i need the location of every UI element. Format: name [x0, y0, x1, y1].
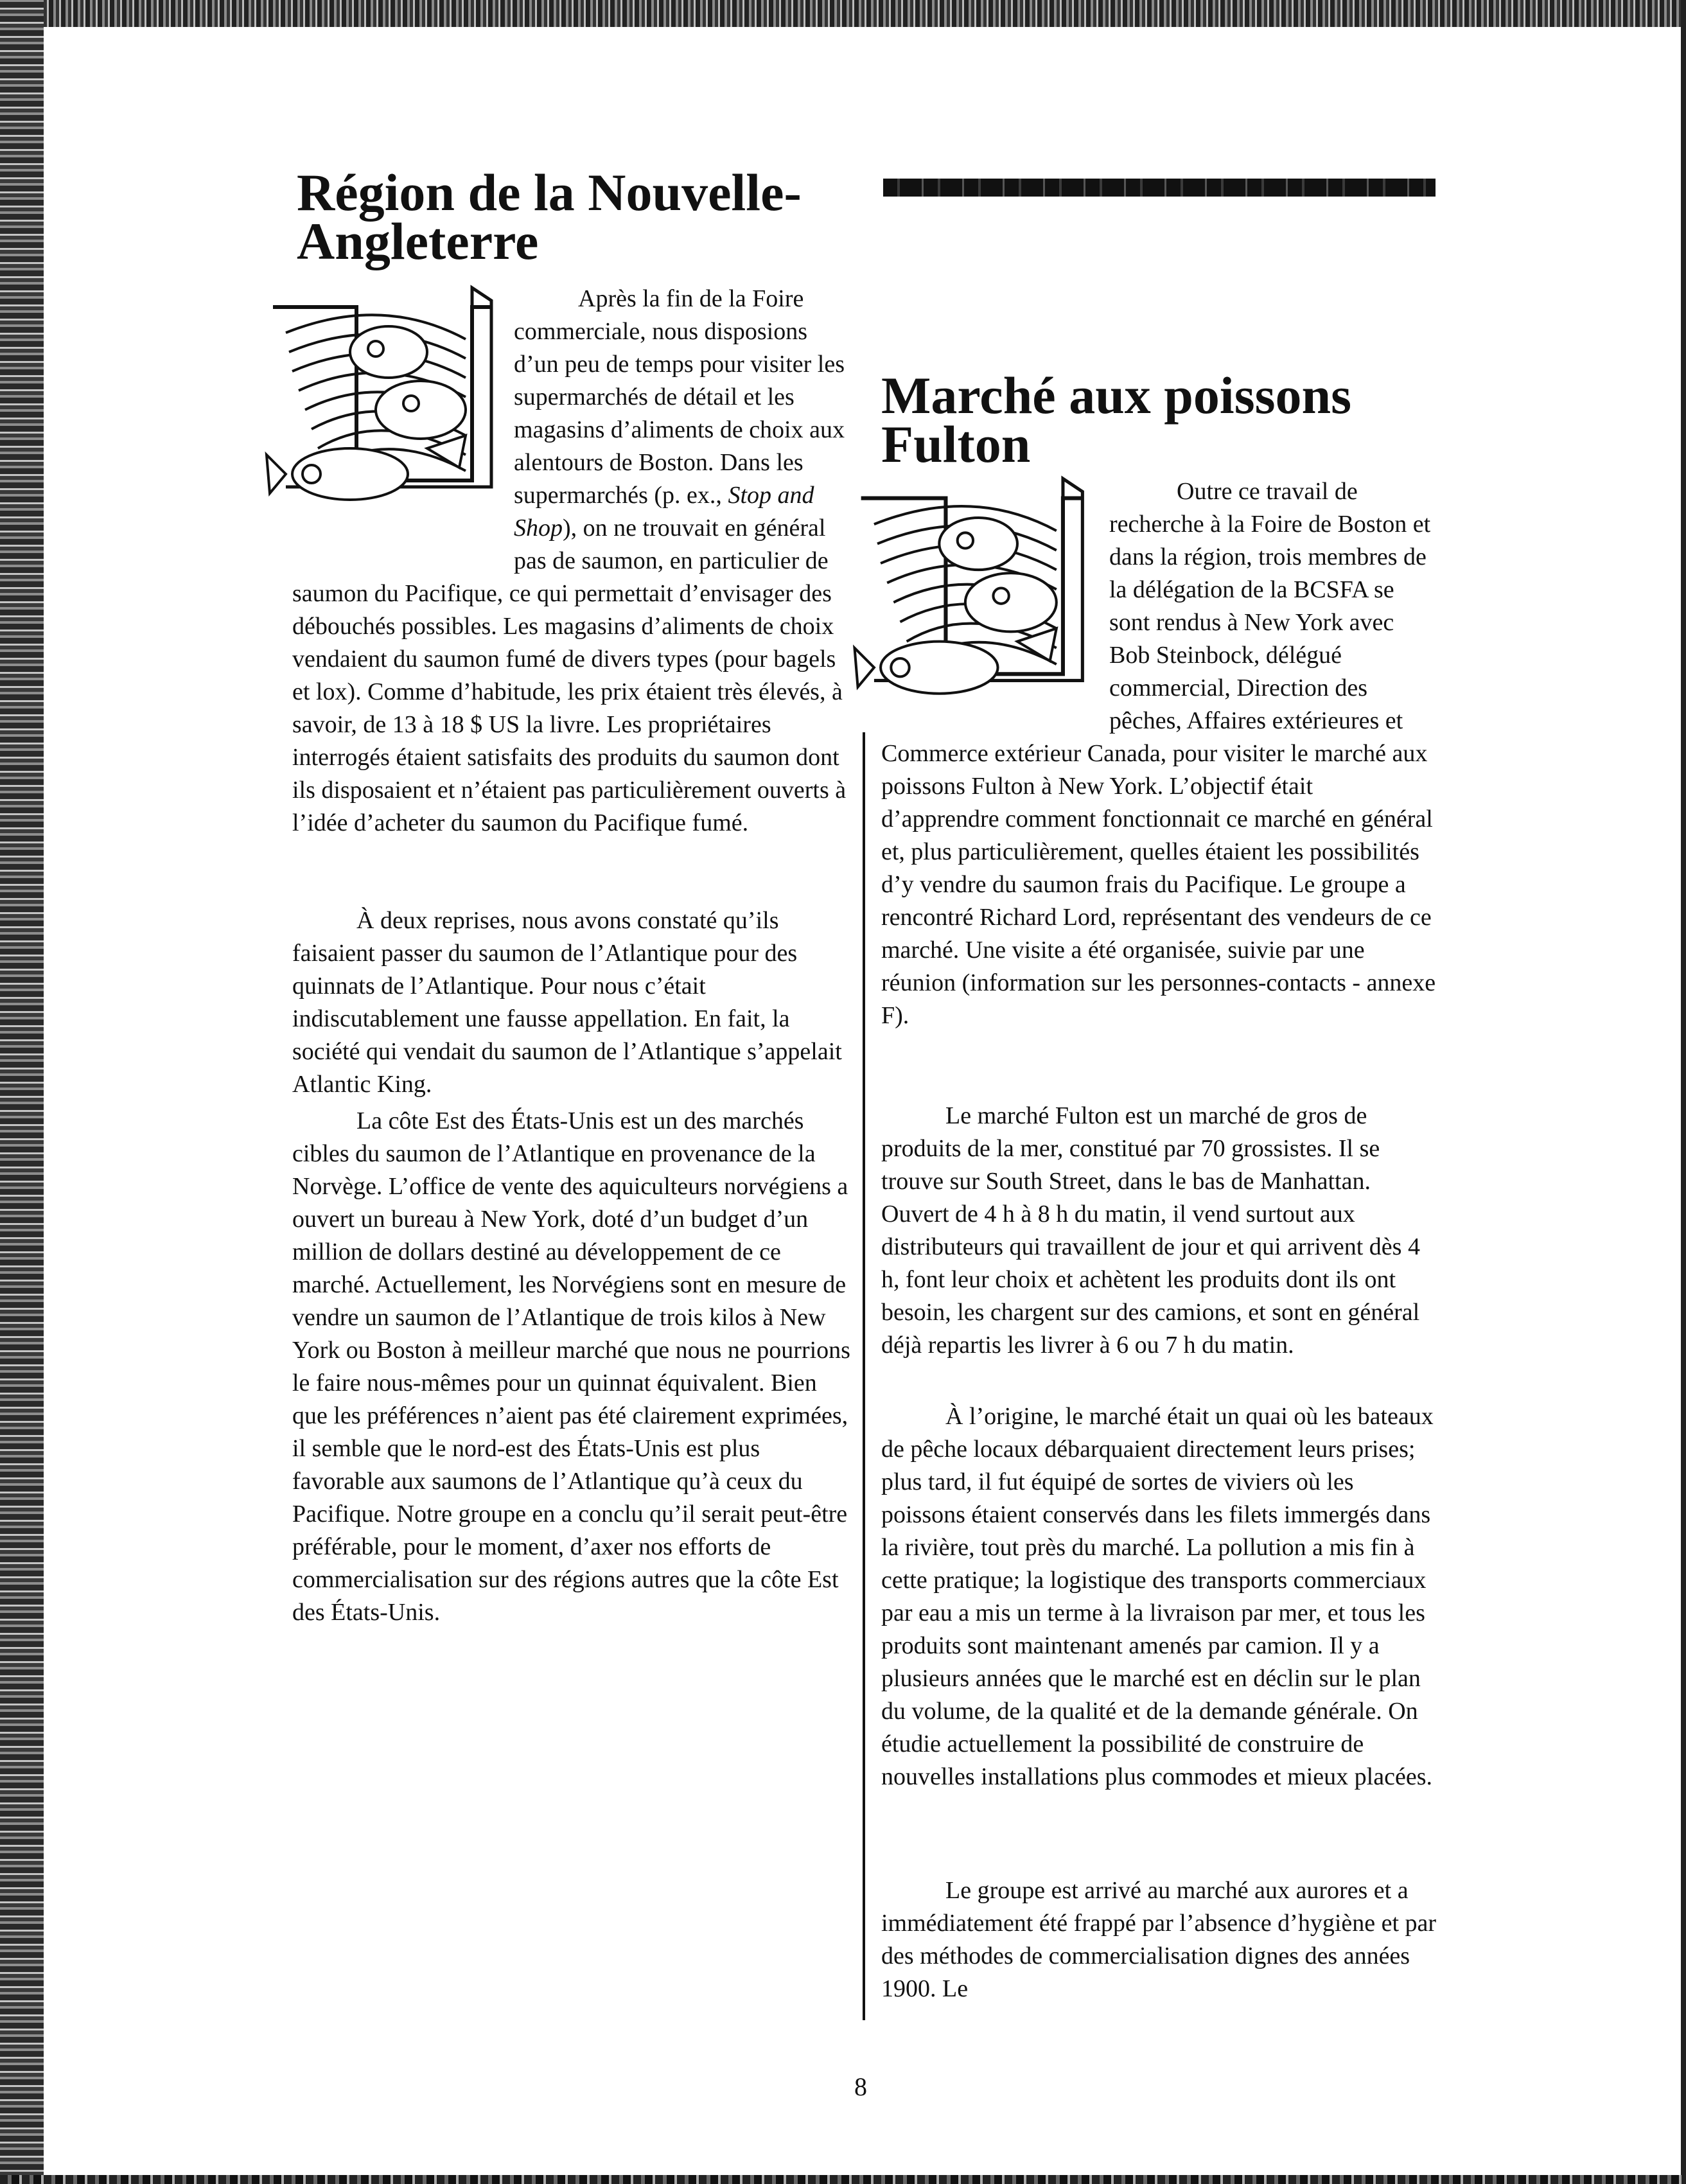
scan-border-bottom: [0, 2175, 1686, 2184]
page-number: 8: [854, 2072, 867, 2101]
section-title-marche-fulton: Marché aux poissons Fulton: [881, 366, 1352, 473]
scan-border-right: [1681, 0, 1686, 2184]
paragraph-left-3: La côte Est des États-Unis est un des marchés cibles du saumon de l’Atlantique en provenance de la Norvège. L’office de vente des aquiculteurs norvégiens a ouvert un bureau à New York, doté d’un budget d’un million de dollars destiné au développement de ce marché. Actuellement, les Norvégiens sont en mesure de vendre un saumon de l’Atlantique de trois kilos à New York ou Boston à meilleur marché que nous ne pourrions le faire nous-mêmes pour un quinnat équivalent. Bien que les préférences n’aient pas été clairement exprimées, il semble que le nord-est des États-Unis est plus favorable aux saumons de l’Atlantique qu’à ceux du Pacifique. Notre groupe en a conclu qu’il serait peut-être préférable, pour le moment, d’axer nos efforts de commercialisation sur des régions autres que la côte Est des États-Unis.: [292, 1107, 850, 1626]
scan-border-left: [0, 0, 44, 2184]
column-divider: [863, 732, 865, 2020]
paragraph-right-4: Le groupe est arrivé au marché aux aurores et a immédiatement été frappé par l’absence d’hygiène et par des méthodes de commercialisation dignes des années 1900. Le: [881, 1877, 1437, 2002]
scan-border-top: [0, 0, 1686, 27]
paragraph-right-3: À l’origine, le marché était un quai où les bateaux de pêche locaux débarquaient directement leurs prises; plus tard, il fut équipé de sortes de viviers où les poissons étaient conservés dans les filets immergés dans la rivière, tout près du marché. La pollution a mis fin à cette pratique; la logistique des transports commerciaux par eau a mis un terme à la livraison par mer, et tous les produits sont maintenant amenés par camion. Il y a plusieurs années que le marché est en déclin sur le plan du volume, de la qualité et de la demande générale. On étudie actuellement la possibilité de construire de nouvelles installations plus commodes et mieux placées.: [881, 1403, 1434, 1790]
paragraph-right-2: Le marché Fulton est un marché de gros de produits de la mer, constitué par 70 grossistes. Il se trouve sur South Street, dans le bas de Manhattan. Ouvert de 4 h à 8 h du matin, il vend surtout aux distributeurs qui travaillent de jour et qui arrivent dès 4 h, font leur choix et achètent les produits dont ils ont besoin, les chargent sur des camions, et sont en général déjà repartis les livrer à 6 ou 7 h du matin.: [881, 1102, 1420, 1359]
section-title-nouvelle-angleterre: Région de la Nouvelle-Angleterre: [297, 163, 802, 270]
paragraph-left-2: À deux reprises, nous avons constaté qu’ils faisaient passer du saumon de l’Atlantique pour des quinnats de l’Atlantique. Pour nous c’était indiscutablement une fausse appellation. En fait, la société qui vendait du saumon de l’Atlantique s’appelait Atlantic King.: [292, 907, 842, 1098]
decorative-rule: [883, 179, 1436, 197]
paragraph-left-1: Après la fin de la Foire commerciale, nous disposions d’un peu de temps pour visiter les supermarchés de détail et les magasins d’aliments de choix aux alentours de Boston. Dans les supermarchés (p. ex., Stop and Shop), on ne trouvait en général pas de saumon, en particulier de saumon du Pacifique, ce qui permettait d’envisager des débouchés possibles. Les magasins d’aliments de choix vendaient du saumon fumé de divers types (pour bagels et lox). Comme d’habitude, les prix étaient très élevés, à savoir, de 13 à 18 $ US la livre. Les propriétaires interrogés étaient satisfaits des produits du saumon dont ils disposaient et n’étaient pas particulièrement ouverts à l’idée d’acheter du saumon du Pacifique fumé.: [292, 285, 847, 836]
paragraph-right-1: Outre ce travail de recherche à la Foire de Boston et dans la région, trois membres de la délégation de la BCSFA se sont rendus à New York avec Bob Steinbock, délégué commercial, Direction des pêches, Affaires extérieures et Commerce extérieur Canada, pour visiter le marché aux poissons Fulton à New York. L’objectif était d’apprendre comment fonctionnait ce marché en général et, plus particulièrement, quelles étaient les possibilités d’y vendre du saumon frais du Pacifique. Le groupe a rencontré Richard Lord, représentant des vendeurs de ce marché. Une visite a été organisée, suivie par une réunion (information sur les personnes-contacts - annexe F).: [881, 478, 1436, 1029]
